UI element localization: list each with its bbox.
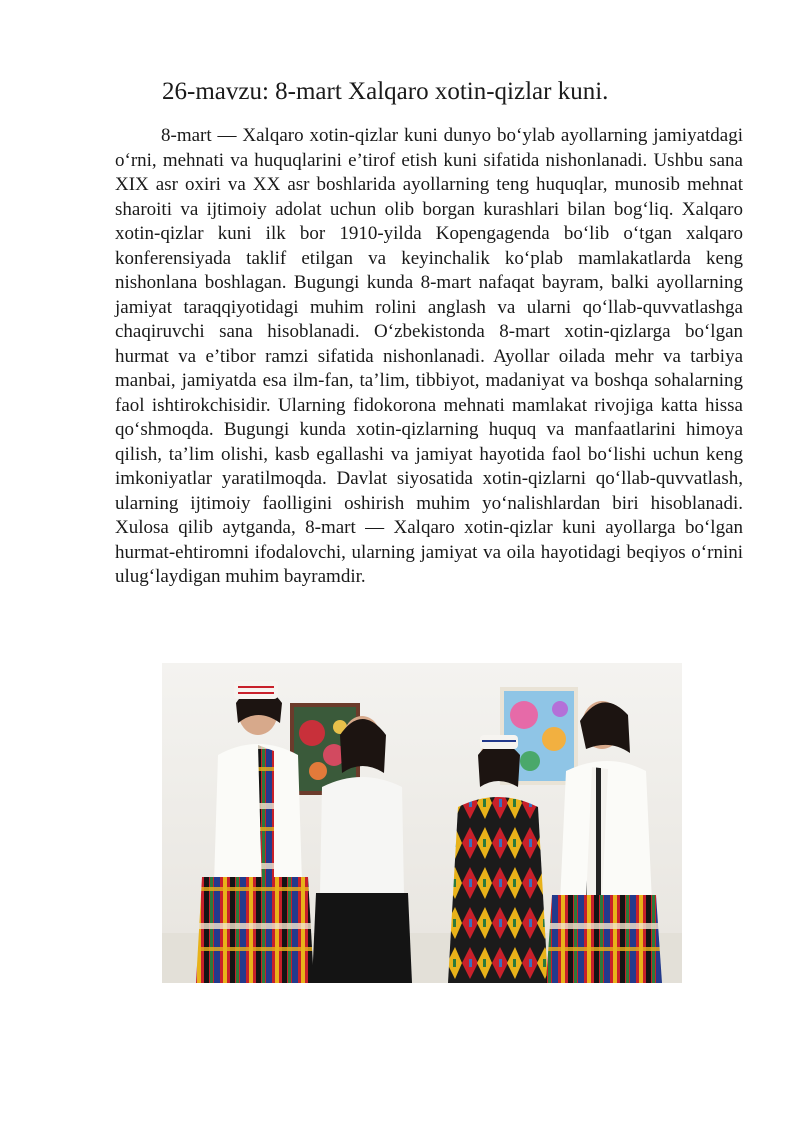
body-paragraph: 8-mart — Xalqaro xotin-qizlar kuni dunyo bo‘ylab ayollarning jamiyatdagi o‘rni, mehnati va huquqlarini e’tirof etish kuni sifatida nishonlanadi. Ushbu sana XIX asr oxiri va XX asr boshlarida ayollarning teng huquqlar, munosib mehnat sharoiti va ijtimoiy adolat uchun olib borgan kurashlari bilan bog‘liq. Xalqaro xotin-qizlar kuni ilk bor 1910-yilda Kopengagenda bo‘lib o‘tgan xalqaro konferensiyada taklif etilgan va keyinchalik ko‘plab mamlakatlarda keng nishonlana boshlagan. Bugungi kunda 8-mart nafaqat bayram, balki ayollarning jamiyat taraqqiyotidagi muhim rolini anglash va ularni qo‘llab-quvvatlashga chaqiruvchi sana hisoblanadi. O‘zbekistonda 8-mart xotin-qizlarga bo‘lgan hurmat va e’tibor ramzi sifatida nishonlanadi. Ayollar oilada mehr va tarbiya manbai, jamiyatda esa ilm-fan, ta’lim, tibbiyot, madaniyat va boshqa sohalarning faol ishtirokchisidir. Ularning fidokorona mehnati mamlakat rivojiga katta hissa qo‘shmoqda. Bugungi kunda xotin-qizlarning huquq va manfaatlarini himoya qilish, ta’lim olishi, kasb egallashi va jamiyat hayotida faol bo‘lishi uchun keng imkoniyatlar yaratilmoqda. Davlat siyosatida xotin-qizlarni qo‘llab-quvvatlash, ularning ijtimoiy faolligini oshirish muhim yo‘nalishlardan biri hisoblanadi. Xulosa qilib aytganda, 8-mart — Xalqaro xotin-qizlar kuni ayollarga bo‘lgan hurmat-ehtiromni ifodalovchi, ularning jamiyat va oila hayotidagi beqiyos o‘rnini ulug‘laydigan muhim bayramdir. — [115, 125, 743, 587]
photo-four-women-traditional-dress — [162, 663, 682, 983]
document-title: 26-mavzu: 8-mart Xalqaro xotin-qizlar kuni. — [162, 78, 609, 105]
